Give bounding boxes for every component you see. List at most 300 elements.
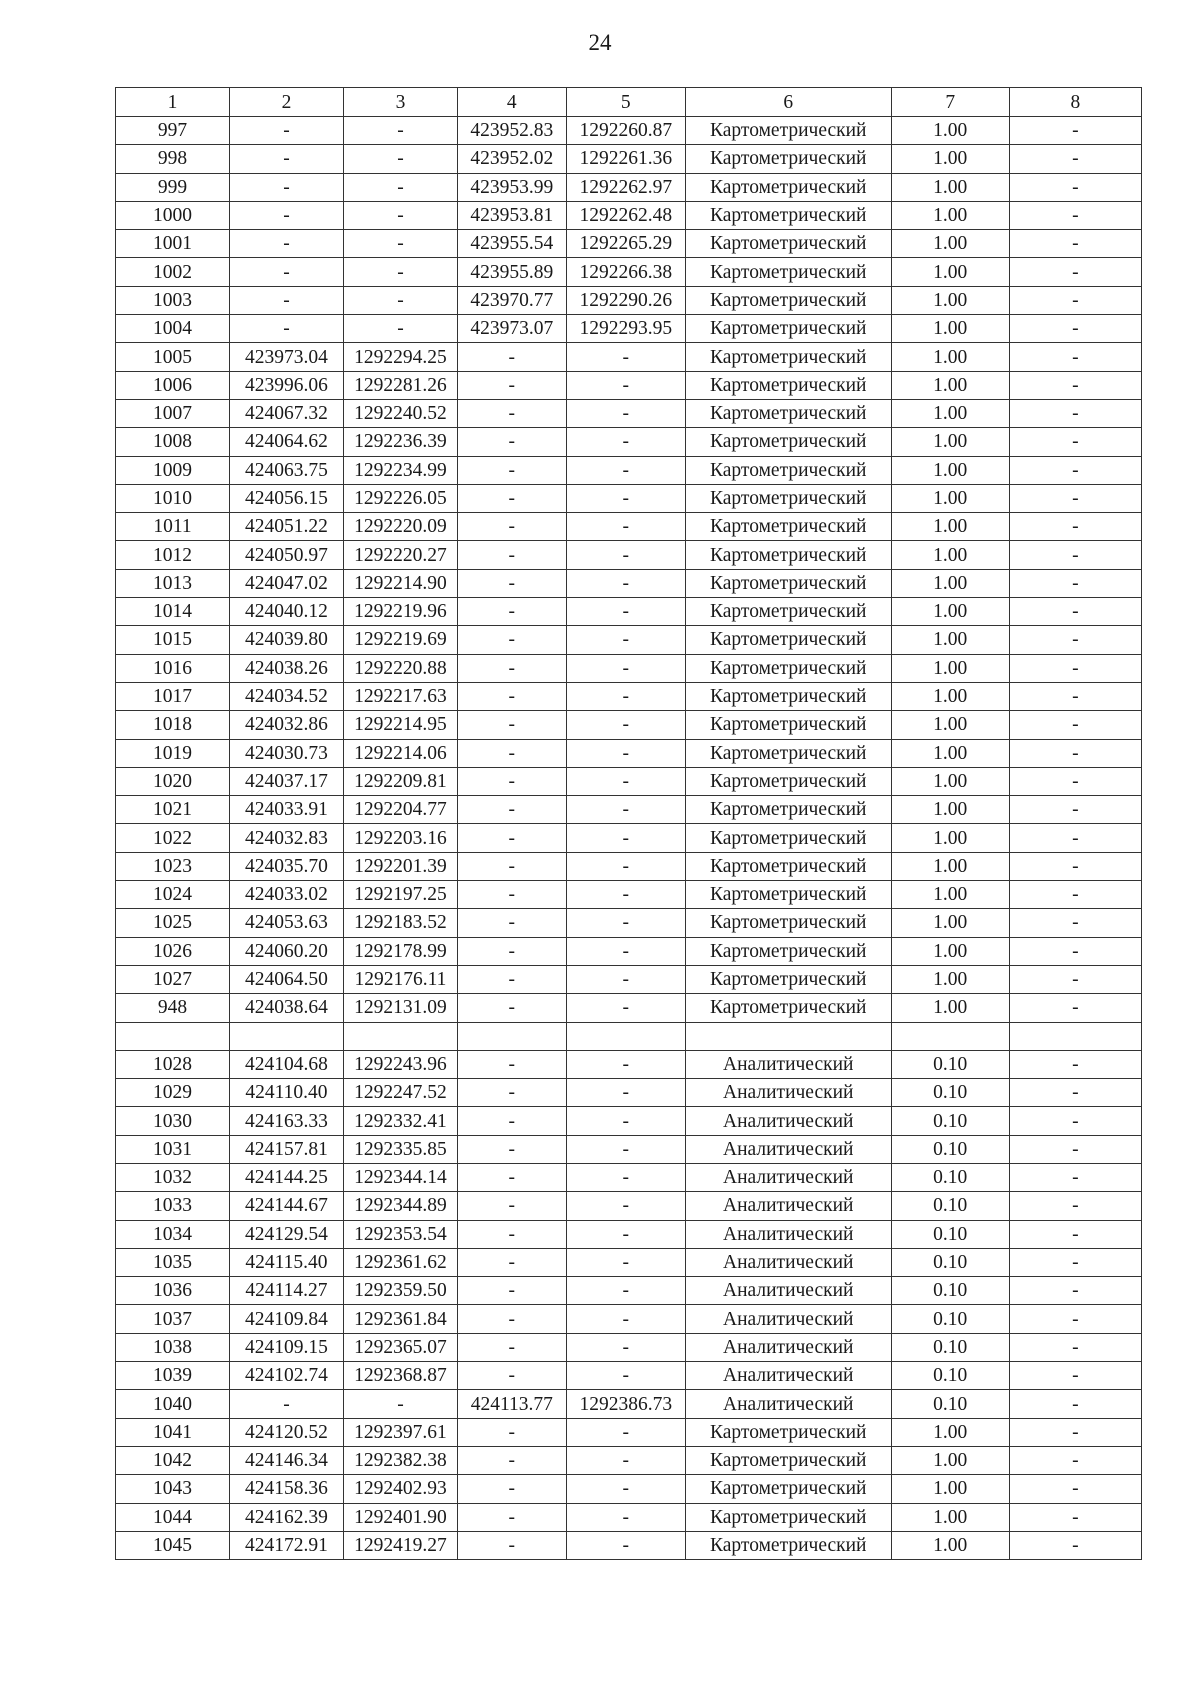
cell-accuracy: 1.00 (891, 1475, 1009, 1503)
cell-method: Аналитический (685, 1390, 891, 1418)
table-row (116, 654, 1142, 682)
cell-y-existing: 1292240.52 (343, 399, 457, 427)
table-row (116, 569, 1142, 597)
cell-point-number: 1030 (116, 1107, 230, 1135)
cell-description: - (1009, 937, 1141, 965)
cell-x-new: - (457, 994, 566, 1022)
cell-y-existing: 1292243.96 (343, 1050, 457, 1078)
cell-description: - (1009, 484, 1141, 512)
cell-description: - (1009, 399, 1141, 427)
cell-y-existing: 1292178.99 (343, 937, 457, 965)
cell-y-new: - (566, 711, 685, 739)
cell-method: Картометрический (685, 937, 891, 965)
cell-x-existing: 424047.02 (229, 569, 343, 597)
cell-accuracy: 1.00 (891, 484, 1009, 512)
cell-x-new: - (457, 399, 566, 427)
table-row (116, 173, 1142, 201)
cell-y-existing: 1292419.27 (343, 1531, 457, 1559)
cell-accuracy: 1.00 (891, 824, 1009, 852)
cell-method: Картометрический (685, 739, 891, 767)
cell-accuracy: 1.00 (891, 767, 1009, 795)
cell-x-new: - (457, 1531, 566, 1559)
table-row (116, 1503, 1142, 1531)
table-row (116, 1135, 1142, 1163)
cell-method (685, 1022, 891, 1050)
cell-y-existing: - (343, 315, 457, 343)
cell-point-number: 1001 (116, 230, 230, 258)
cell-point-number: 1013 (116, 569, 230, 597)
cell-y-new: - (566, 1135, 685, 1163)
cell-x-new: 423953.81 (457, 201, 566, 229)
cell-x-existing: - (229, 201, 343, 229)
cell-method: Картометрический (685, 286, 891, 314)
table-row (116, 343, 1142, 371)
cell-x-new: 423953.99 (457, 173, 566, 201)
table-row (116, 1192, 1142, 1220)
cell-description: - (1009, 117, 1141, 145)
cell-method: Картометрический (685, 569, 891, 597)
cell-y-new: 1292386.73 (566, 1390, 685, 1418)
cell-y-new: - (566, 598, 685, 626)
cell-accuracy: 1.00 (891, 909, 1009, 937)
cell-method: Картометрический (685, 994, 891, 1022)
cell-x-new: - (457, 909, 566, 937)
cell-y-new: - (566, 541, 685, 569)
cell-method: Картометрический (685, 117, 891, 145)
cell-x-existing: 424040.12 (229, 598, 343, 626)
cell-y-new: - (566, 852, 685, 880)
cell-point-number: 1007 (116, 399, 230, 427)
cell-y-new: - (566, 484, 685, 512)
cell-y-existing: 1292361.84 (343, 1305, 457, 1333)
cell-method: Картометрический (685, 1503, 891, 1531)
cell-method: Аналитический (685, 1192, 891, 1220)
cell-accuracy: 0.10 (891, 1333, 1009, 1361)
table-row (116, 484, 1142, 512)
cell-accuracy: 1.00 (891, 598, 1009, 626)
cell-x-existing: 424144.67 (229, 1192, 343, 1220)
cell-method: Аналитический (685, 1305, 891, 1333)
cell-y-existing: 1292183.52 (343, 909, 457, 937)
cell-description: - (1009, 456, 1141, 484)
cell-x-new: - (457, 1248, 566, 1276)
table-row (116, 1446, 1142, 1474)
cell-x-existing: - (229, 1390, 343, 1418)
cell-method: Аналитический (685, 1277, 891, 1305)
cell-description: - (1009, 1446, 1141, 1474)
cell-x-existing: 424146.34 (229, 1446, 343, 1474)
cell-y-new: - (566, 881, 685, 909)
cell-x-new: - (457, 1107, 566, 1135)
cell-y-new: - (566, 1050, 685, 1078)
cell-x-existing: 424038.26 (229, 654, 343, 682)
cell-x-new: 423952.83 (457, 117, 566, 145)
cell-point-number: 1031 (116, 1135, 230, 1163)
cell-y-new (566, 1022, 685, 1050)
cell-method: Картометрический (685, 230, 891, 258)
cell-x-existing: 424035.70 (229, 852, 343, 880)
cell-y-existing: 1292234.99 (343, 456, 457, 484)
cell-x-existing: - (229, 315, 343, 343)
cell-x-existing: 424034.52 (229, 682, 343, 710)
cell-y-new: 1292262.48 (566, 201, 685, 229)
cell-y-new: - (566, 1192, 685, 1220)
cell-description: - (1009, 258, 1141, 286)
cell-method: Аналитический (685, 1333, 891, 1361)
cell-method: Картометрический (685, 371, 891, 399)
cell-accuracy: 1.00 (891, 796, 1009, 824)
cell-point-number: 1005 (116, 343, 230, 371)
cell-method: Картометрический (685, 965, 891, 993)
cell-y-new: - (566, 1531, 685, 1559)
cell-x-existing: 424157.81 (229, 1135, 343, 1163)
cell-method: Картометрический (685, 173, 891, 201)
table-row (116, 1362, 1142, 1390)
cell-x-new: - (457, 739, 566, 767)
cell-y-new: - (566, 739, 685, 767)
cell-description (1009, 1022, 1141, 1050)
cell-y-existing: 1292247.52 (343, 1079, 457, 1107)
column-header-y-existing: 3 (343, 88, 457, 117)
cell-y-existing: 1292353.54 (343, 1220, 457, 1248)
table-row (116, 1022, 1142, 1050)
cell-description: - (1009, 1333, 1141, 1361)
table-row (116, 598, 1142, 626)
table-row (116, 541, 1142, 569)
cell-x-new: - (457, 343, 566, 371)
cell-point-number: 1040 (116, 1390, 230, 1418)
cell-point-number: 1032 (116, 1163, 230, 1191)
cell-point-number: 1041 (116, 1418, 230, 1446)
cell-y-existing: 1292335.85 (343, 1135, 457, 1163)
cell-accuracy: 1.00 (891, 965, 1009, 993)
table-row (116, 711, 1142, 739)
cell-point-number: 1003 (116, 286, 230, 314)
cell-point-number: 1020 (116, 767, 230, 795)
page-number: 24 (588, 30, 612, 55)
cell-accuracy: 1.00 (891, 1503, 1009, 1531)
cell-description: - (1009, 739, 1141, 767)
cell-method: Картометрический (685, 484, 891, 512)
cell-accuracy: 0.10 (891, 1192, 1009, 1220)
cell-y-existing: 1292197.25 (343, 881, 457, 909)
cell-y-existing: 1292359.50 (343, 1277, 457, 1305)
cell-point-number: 1002 (116, 258, 230, 286)
cell-y-existing: 1292209.81 (343, 767, 457, 795)
cell-y-existing: 1292220.09 (343, 513, 457, 541)
cell-y-existing: 1292332.41 (343, 1107, 457, 1135)
cell-point-number: 1027 (116, 965, 230, 993)
table-row (116, 1277, 1142, 1305)
cell-y-new: - (566, 824, 685, 852)
cell-x-new: - (457, 881, 566, 909)
cell-method: Картометрический (685, 909, 891, 937)
cell-y-existing: - (343, 145, 457, 173)
cell-accuracy: 0.10 (891, 1135, 1009, 1163)
cell-accuracy (891, 1022, 1009, 1050)
cell-x-existing: 424064.50 (229, 965, 343, 993)
cell-accuracy: 1.00 (891, 456, 1009, 484)
cell-method: Картометрический (685, 1531, 891, 1559)
cell-y-existing: 1292344.14 (343, 1163, 457, 1191)
table-row (116, 371, 1142, 399)
cell-description: - (1009, 1503, 1141, 1531)
cell-description: - (1009, 428, 1141, 456)
table-row (116, 1333, 1142, 1361)
table-row (116, 994, 1142, 1022)
cell-description: - (1009, 682, 1141, 710)
cell-x-existing: - (229, 286, 343, 314)
cell-y-existing: 1292219.69 (343, 626, 457, 654)
table-row (116, 1418, 1142, 1446)
cell-y-existing: - (343, 1390, 457, 1418)
cell-x-existing: 424109.15 (229, 1333, 343, 1361)
cell-y-new: - (566, 1305, 685, 1333)
cell-x-existing: 424120.52 (229, 1418, 343, 1446)
cell-x-new: - (457, 1050, 566, 1078)
cell-method: Картометрический (685, 343, 891, 371)
cell-method: Картометрический (685, 767, 891, 795)
table-header-row (116, 88, 1142, 117)
cell-method: Картометрический (685, 824, 891, 852)
cell-method: Картометрический (685, 315, 891, 343)
cell-x-existing: 424033.02 (229, 881, 343, 909)
cell-point-number: 1026 (116, 937, 230, 965)
table-row (116, 230, 1142, 258)
cell-description: - (1009, 1135, 1141, 1163)
table-row (116, 626, 1142, 654)
cell-x-existing: 424067.32 (229, 399, 343, 427)
table-row (116, 965, 1142, 993)
cell-point-number: 999 (116, 173, 230, 201)
cell-x-new (457, 1022, 566, 1050)
cell-y-existing: - (343, 286, 457, 314)
cell-x-new: - (457, 428, 566, 456)
cell-point-number: 1024 (116, 881, 230, 909)
cell-y-existing: 1292220.27 (343, 541, 457, 569)
cell-y-new: 1292293.95 (566, 315, 685, 343)
cell-method: Картометрический (685, 428, 891, 456)
cell-description: - (1009, 1531, 1141, 1559)
table-row (116, 456, 1142, 484)
cell-accuracy: 1.00 (891, 258, 1009, 286)
cell-accuracy: 0.10 (891, 1362, 1009, 1390)
cell-accuracy: 1.00 (891, 173, 1009, 201)
table-row (116, 1050, 1142, 1078)
cell-y-new: - (566, 1248, 685, 1276)
cell-method: Картометрический (685, 711, 891, 739)
cell-y-existing: 1292402.93 (343, 1475, 457, 1503)
cell-x-new: - (457, 965, 566, 993)
cell-description: - (1009, 1192, 1141, 1220)
cell-point-number: 1018 (116, 711, 230, 739)
cell-description: - (1009, 1362, 1141, 1390)
cell-method: Картометрический (685, 1446, 891, 1474)
cell-x-new: - (457, 626, 566, 654)
cell-description: - (1009, 286, 1141, 314)
cell-method: Картометрический (685, 654, 891, 682)
cell-y-existing: - (343, 230, 457, 258)
cell-accuracy: 1.00 (891, 569, 1009, 597)
cell-x-existing: 424039.80 (229, 626, 343, 654)
cell-y-new: - (566, 1475, 685, 1503)
table-row (116, 1305, 1142, 1333)
cell-y-new: - (566, 796, 685, 824)
cell-x-new: 423973.07 (457, 315, 566, 343)
cell-x-new: 424113.77 (457, 1390, 566, 1418)
cell-x-new: - (457, 598, 566, 626)
cell-point-number: 1004 (116, 315, 230, 343)
cell-point-number: 997 (116, 117, 230, 145)
cell-point-number: 1016 (116, 654, 230, 682)
cell-x-new: 423970.77 (457, 286, 566, 314)
cell-y-existing: - (343, 117, 457, 145)
cell-point-number: 1017 (116, 682, 230, 710)
cell-description: - (1009, 1220, 1141, 1248)
cell-x-existing: 424102.74 (229, 1362, 343, 1390)
cell-x-existing: - (229, 230, 343, 258)
cell-method: Картометрический (685, 145, 891, 173)
cell-y-new: - (566, 767, 685, 795)
cell-y-existing: 1292397.61 (343, 1418, 457, 1446)
cell-y-new: - (566, 428, 685, 456)
cell-y-new: - (566, 937, 685, 965)
coordinates-table (115, 87, 1142, 1560)
cell-x-existing: 424109.84 (229, 1305, 343, 1333)
cell-description: - (1009, 881, 1141, 909)
cell-y-existing: 1292176.11 (343, 965, 457, 993)
cell-x-existing: 424063.75 (229, 456, 343, 484)
cell-description: - (1009, 315, 1141, 343)
cell-accuracy: 1.00 (891, 315, 1009, 343)
cell-method: Картометрический (685, 456, 891, 484)
cell-y-new: - (566, 1446, 685, 1474)
table-row (116, 1390, 1142, 1418)
cell-x-new: - (457, 654, 566, 682)
cell-y-existing: - (343, 173, 457, 201)
cell-y-existing: - (343, 201, 457, 229)
cell-x-new: - (457, 711, 566, 739)
cell-description: - (1009, 230, 1141, 258)
table-row (116, 399, 1142, 427)
cell-y-existing: - (343, 258, 457, 286)
cell-y-new: - (566, 909, 685, 937)
cell-x-existing: 424129.54 (229, 1220, 343, 1248)
cell-y-existing: 1292220.88 (343, 654, 457, 682)
cell-point-number: 1015 (116, 626, 230, 654)
cell-method: Аналитический (685, 1050, 891, 1078)
cell-accuracy: 0.10 (891, 1163, 1009, 1191)
cell-x-new: - (457, 1333, 566, 1361)
table-row (116, 145, 1142, 173)
cell-method: Картометрический (685, 541, 891, 569)
cell-y-new: - (566, 513, 685, 541)
cell-x-existing: 424051.22 (229, 513, 343, 541)
cell-y-existing: 1292361.62 (343, 1248, 457, 1276)
cell-y-new: - (566, 456, 685, 484)
cell-accuracy: 0.10 (891, 1390, 1009, 1418)
cell-x-new: - (457, 1503, 566, 1531)
cell-y-new: - (566, 682, 685, 710)
cell-accuracy: 1.00 (891, 994, 1009, 1022)
cell-description: - (1009, 1277, 1141, 1305)
cell-point-number: 1044 (116, 1503, 230, 1531)
cell-description: - (1009, 767, 1141, 795)
table-row (116, 428, 1142, 456)
cell-y-new: - (566, 1163, 685, 1191)
cell-accuracy: 1.00 (891, 1446, 1009, 1474)
cell-x-existing: - (229, 173, 343, 201)
cell-accuracy: 1.00 (891, 541, 1009, 569)
cell-accuracy: 1.00 (891, 230, 1009, 258)
cell-x-new: - (457, 1446, 566, 1474)
cell-y-existing: 1292204.77 (343, 796, 457, 824)
cell-point-number: 1043 (116, 1475, 230, 1503)
cell-method: Картометрический (685, 1475, 891, 1503)
cell-x-existing: 424030.73 (229, 739, 343, 767)
cell-method: Аналитический (685, 1079, 891, 1107)
cell-description: - (1009, 994, 1141, 1022)
cell-point-number: 1000 (116, 201, 230, 229)
table-row (116, 1475, 1142, 1503)
table-row (116, 739, 1142, 767)
cell-x-new: - (457, 937, 566, 965)
cell-x-existing: 424104.68 (229, 1050, 343, 1078)
cell-y-new: 1292265.29 (566, 230, 685, 258)
cell-description: - (1009, 1475, 1141, 1503)
cell-x-existing: 424060.20 (229, 937, 343, 965)
table-row (116, 1107, 1142, 1135)
cell-x-new: - (457, 371, 566, 399)
cell-y-new: - (566, 1220, 685, 1248)
cell-point-number: 948 (116, 994, 230, 1022)
table-row (116, 767, 1142, 795)
column-header-y-new: 5 (566, 88, 685, 117)
table-body (116, 88, 1142, 1560)
table-row (116, 881, 1142, 909)
cell-x-new: - (457, 513, 566, 541)
cell-y-new: - (566, 1362, 685, 1390)
cell-point-number: 1021 (116, 796, 230, 824)
cell-y-new: - (566, 1333, 685, 1361)
cell-accuracy: 1.00 (891, 1418, 1009, 1446)
cell-y-new: - (566, 965, 685, 993)
cell-method: Аналитический (685, 1107, 891, 1135)
table-row (116, 1248, 1142, 1276)
cell-y-existing: 1292382.38 (343, 1446, 457, 1474)
cell-y-existing: 1292344.89 (343, 1192, 457, 1220)
cell-accuracy: 1.00 (891, 682, 1009, 710)
cell-x-new: - (457, 1220, 566, 1248)
cell-y-new: - (566, 994, 685, 1022)
cell-x-existing: 424056.15 (229, 484, 343, 512)
cell-description: - (1009, 654, 1141, 682)
cell-accuracy: 1.00 (891, 371, 1009, 399)
cell-y-existing: 1292219.96 (343, 598, 457, 626)
cell-x-existing: 424114.27 (229, 1277, 343, 1305)
cell-y-new: 1292266.38 (566, 258, 685, 286)
cell-point-number: 1042 (116, 1446, 230, 1474)
cell-x-new: - (457, 1192, 566, 1220)
cell-y-existing: 1292401.90 (343, 1503, 457, 1531)
cell-description: - (1009, 1163, 1141, 1191)
cell-x-new: - (457, 484, 566, 512)
cell-y-existing (343, 1022, 457, 1050)
cell-x-new: - (457, 1079, 566, 1107)
cell-accuracy: 0.10 (891, 1079, 1009, 1107)
cell-accuracy: 1.00 (891, 513, 1009, 541)
cell-x-existing: 424064.62 (229, 428, 343, 456)
